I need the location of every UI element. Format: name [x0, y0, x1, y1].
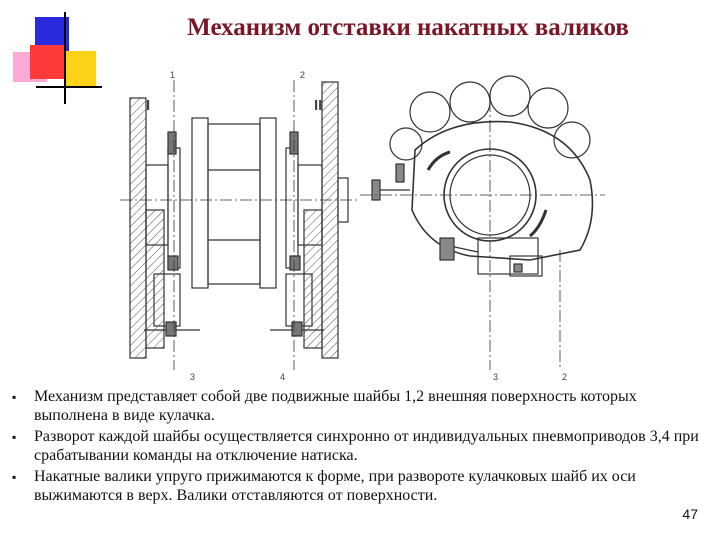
label-roman2: II — [314, 97, 323, 114]
label-roman1: I — [146, 97, 151, 114]
label-pos2-bottom-right: 2 — [562, 372, 568, 382]
deco-vertical-line — [64, 12, 66, 104]
bullet-text: Разворот каждой шайбы осуществляется синхронно от индивидуальных пневмоприводов 3,4 при срабатывании команды на отключение натиска. — [34, 428, 699, 464]
bullet-marker: ▪ — [12, 470, 17, 484]
label-pos3-bottom-right: 3 — [493, 372, 499, 382]
bullet-text: Механизм представляет собой две подвижные шайбы 1,2 внешняя поверхность которых выполнена в виде кулачка. — [34, 388, 637, 424]
deco-yellow-square — [66, 51, 96, 87]
bullet-item — [12, 468, 712, 505]
page-number: 47 — [682, 506, 698, 522]
section-view — [120, 80, 360, 370]
bullet-marker: ▪ — [12, 390, 17, 404]
bullet-marker: ▪ — [12, 430, 17, 444]
slide-title: Механизм отставки накатных валиков — [187, 14, 629, 41]
label-pos2: 2 — [300, 70, 306, 80]
mechanism-drawing — [110, 60, 610, 385]
label-pos4-bottom: 4 — [280, 372, 286, 382]
label-pos1: 1 — [170, 70, 176, 80]
deco-red-square — [30, 45, 64, 79]
bullet-item — [12, 388, 712, 425]
bullet-text: Накатные валики упруго прижимаются к форме, при развороте кулачковых шайб их оси выжимаются в верх. Валики отставляются от поверхности. — [34, 468, 636, 504]
bullet-list — [12, 388, 712, 508]
front-view — [360, 76, 605, 370]
deco-horizontal-line — [36, 86, 102, 88]
bullet-item — [12, 428, 712, 465]
label-pos3-bottom-left: 3 — [190, 372, 196, 382]
